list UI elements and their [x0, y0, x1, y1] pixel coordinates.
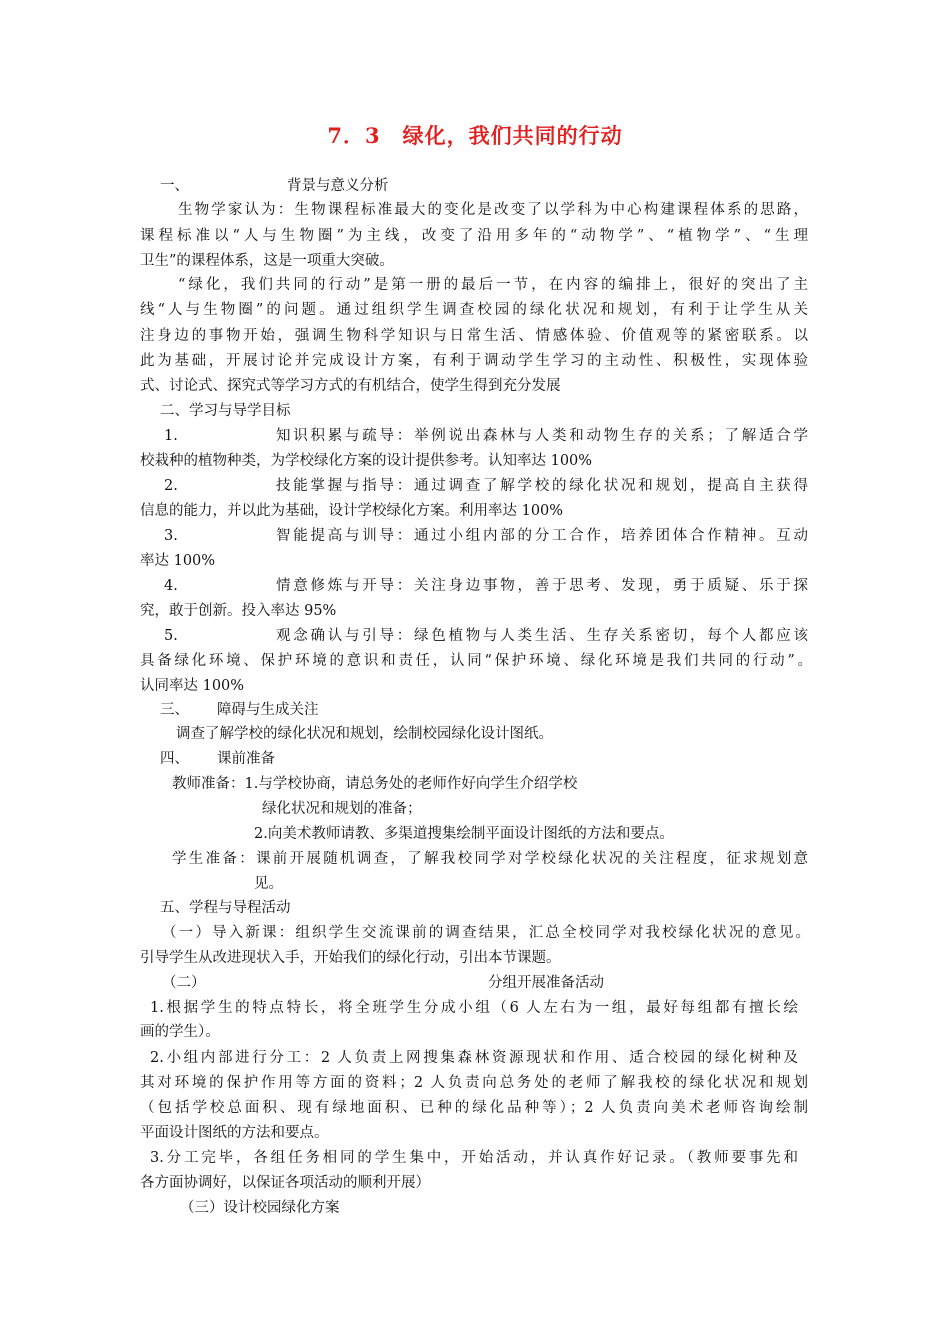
goal-4-number: 4.: [164, 578, 178, 594]
page-title: 7．3 绿化，我们共同的行动: [327, 123, 623, 148]
section-4-title: 课前准备: [217, 751, 275, 767]
goal-3-line1: 智能提高与训导：通过小组内部的分工合作，培养团体合作精神。互动: [276, 528, 808, 544]
step-1-line2: 画的学生）。: [140, 1024, 220, 1040]
step-3-line1: 3.分工完毕，各组任务相同的学生集中，开始活动，并认真作好记录。（教师要事先和: [150, 1150, 798, 1166]
goal-2-line2: 信息的能力，并以此为基础，设计学校绿化方案。利用率达 100%: [140, 503, 564, 519]
goal-3-number: 3.: [164, 528, 178, 544]
goal-1-line1: 知识积累与疏导：举例说出森林与人类和动物生存的关系；了解适合学: [276, 428, 808, 444]
goal-5-line2: 具备绿化环境、保护环境的意识和责任，认同“保护环境、绿化环境是我们共同的行动”。: [140, 653, 812, 669]
step-1-line1: 1.根据学生的特点特长，将全班学生分成小组（6 人左右为一组，最好每组都有擅长绘: [150, 1000, 798, 1016]
section-1-title: 背景与意义分析: [287, 178, 389, 194]
section-3-text: 调查了解学校的绿化状况和规划，绘制校园绿化设计图纸。: [176, 726, 553, 742]
teacher-prep-label: 教师准备：: [172, 776, 245, 792]
goal-5-line3: 认同率达 100%: [140, 678, 245, 694]
step-2-line3: （包括学校总面积、现有绿地面积、已种的绿化品种等）；2 人负责向美术老师咨询绘制: [140, 1100, 808, 1116]
student-prep-line1: [172, 849, 808, 869]
goal-5-line1: 观念确认与引导：绿色植物与人类生活、生存关系密切，每个人都应该: [276, 628, 808, 644]
goal-4-line1: 情意修炼与开导：关注身边事物，善于思考、发现，勇于质疑、乐于探: [276, 578, 808, 594]
section-2-heading: 二、学习与导学目标: [160, 403, 291, 419]
activity-2-number: （二）: [162, 975, 206, 991]
section-4-heading: [160, 749, 275, 769]
goal-1-line2: 校栽种的植物种类，为学校绿化方案的设计提供参考。认知率达 100%: [140, 453, 593, 469]
section-1-p2-line4: 此为基础，开展讨论并完成设计方案，有利于调动学生学习的主动性、积极性，实现体验: [140, 353, 808, 369]
step-2-line2: 其对环境的保护作用等方面的资料；2 人负责向总务处的老师了解我校的绿化状况和规划: [140, 1075, 808, 1091]
section-1-heading: [160, 176, 389, 196]
goal-2-line1: 技能掌握与指导：通过调查了解学校的绿化状况和规划，提高自主获得: [276, 478, 808, 494]
section-1-p2-line1: “绿化，我们共同的行动”是第一册的最后一节，在内容的编排上，很好的突出了主: [178, 277, 808, 293]
step-2-line4: 平面设计图纸的方法和要点。: [140, 1125, 329, 1141]
goal-3-line2: 率达 100%: [140, 553, 216, 569]
activity-3-heading: （三）设计校园绿化方案: [180, 1200, 340, 1216]
teacher-prep-item2: 2.向美术教师请教、多渠道搜集绘制平面设计图纸的方法和要点。: [254, 826, 674, 842]
activity-1-line2: 引导学生从改进现状入手，开始我们的绿化行动，引出本节课题。: [140, 950, 561, 966]
goal-1-number: 1.: [164, 428, 178, 444]
step-2-line1: 2.小组内部进行分工：2 人负责上网搜集森林资源现状和作用、适合校园的绿化树种及: [150, 1050, 798, 1066]
section-3-number: 三、: [160, 702, 189, 718]
section-1-p2-line5: 式、讨论式、探究式等学习方式的有机结合，使学生得到充分发展: [140, 378, 561, 394]
goal-2-number: 2.: [164, 478, 178, 494]
section-1-p1-line3: 卫生”的课程体系，这是一项重大突破。: [140, 253, 394, 269]
goal-4-line2: 究，敢于创新。投入率达 95%: [140, 603, 337, 619]
section-1-p2-line3: 注身边的事物开始，强调生物科学知识与日常生活、情感体验、价值观等的紧密联系。以: [140, 328, 808, 344]
teacher-prep-item1-cont: 绿化状况和规划的准备；: [262, 801, 422, 817]
section-3-heading: [160, 700, 319, 720]
student-prep-cont: 见。: [254, 876, 283, 892]
activity-1-line1: （一）导入新课：组织学生交流课前的调查结果，汇总全校同学对我校绿化状况的意见。: [162, 925, 810, 941]
section-1-p1-line2: 课程标准以“人与生物圈”为主线，改变了沿用多年的“动物学”、“植物学”、“生理: [140, 228, 808, 244]
section-1-p1-line1: 生物学家认为：生物课程标准最大的变化是改变了以学科为中心构建课程体系的思路，: [178, 202, 808, 218]
activity-2-title: 分组开展准备活动: [488, 975, 604, 991]
student-prep-label: 学生准备：: [172, 851, 256, 867]
section-1-p2-line2: 线“人与生物圈”的问题。通过组织学生调查校园的绿化状况和规划，有利于让学生从关: [140, 302, 808, 318]
section-4-number: 四、: [160, 751, 189, 767]
section-3-title: 障碍与生成关注: [217, 702, 319, 718]
step-3-line2: 各方面协调好，以保证各项活动的顺利开展）: [140, 1175, 430, 1191]
section-5-heading: 五、学程与导程活动: [160, 900, 291, 916]
section-1-number: 一、: [160, 178, 189, 194]
teacher-prep-item1: 1.与学校协商，请总务处的老师作好向学生介绍学校: [244, 776, 578, 792]
teacher-prep-line1: [172, 774, 577, 794]
goal-5-number: 5.: [164, 628, 178, 644]
student-prep-text: 课前开展随机调查，了解我校同学对学校绿化状况的关注程度，征求规划意: [256, 851, 809, 867]
